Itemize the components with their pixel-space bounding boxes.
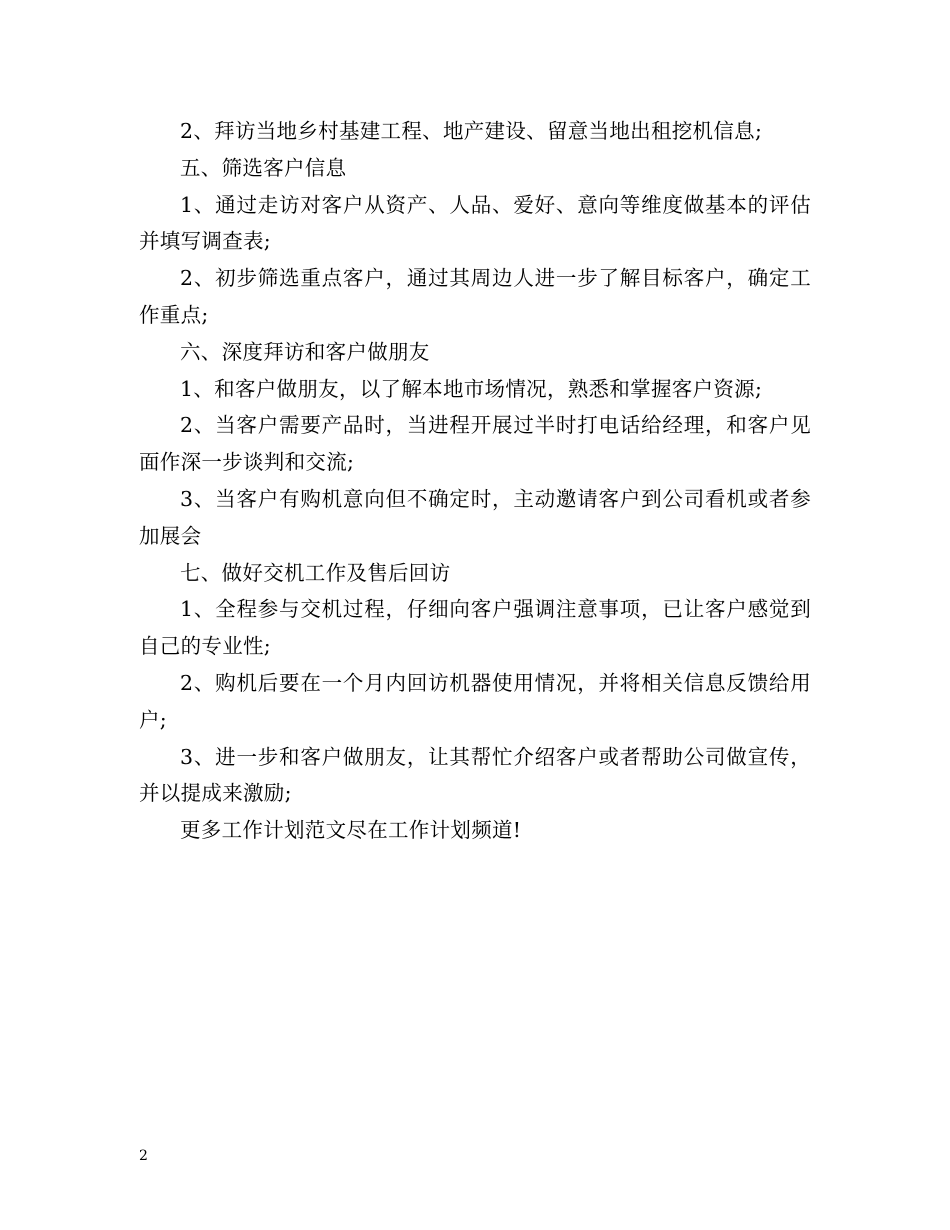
paragraph: 2、拜访当地乡村基建工程、地产建设、留意当地出租挖机信息;: [180, 119, 763, 143]
paragraph: 1、通过走访对客户从资产、人品、爱好、意向等维度做基本的评估并填写调查表;: [139, 192, 811, 254]
paragraph: 2、购机后要在一个月内回访机器使用情况，并将相关信息反馈给用户;: [139, 670, 811, 732]
document-body: [139, 113, 811, 849]
section-heading: 六、深度拜访和客户做朋友: [180, 339, 430, 364]
paragraph: 2、初步筛选重点客户，通过其周边人进一步了解目标客户，确定工作重点;: [139, 266, 811, 327]
page-number: 2: [139, 1148, 148, 1164]
paragraph: 3、进一步和客户做朋友，让其帮忙介绍客户或者帮助公司做宣传，并以提成来激励;: [139, 744, 811, 806]
section-heading: 七、做好交机工作及售后回访: [180, 560, 451, 585]
paragraph: 2、当客户需要产品时，当进程开展过半时打电话给经理，和客户见面作深一步谈判和交流;: [139, 413, 811, 475]
paragraph: 3、当客户有购机意向但不确定时，主动邀请客户到公司看机或者参加展会: [139, 486, 811, 548]
paragraph: 1、全程参与交机过程，仔细向客户强调注意事项，已让客户感觉到自己的专业性;: [139, 597, 811, 659]
section-heading: 五、筛选客户信息: [180, 155, 347, 180]
paragraph: 1、和客户做朋友，以了解本地市场情况，熟悉和掌握客户资源;: [180, 376, 763, 401]
closing-note: 更多工作计划范文尽在工作计划频道!: [180, 818, 522, 843]
